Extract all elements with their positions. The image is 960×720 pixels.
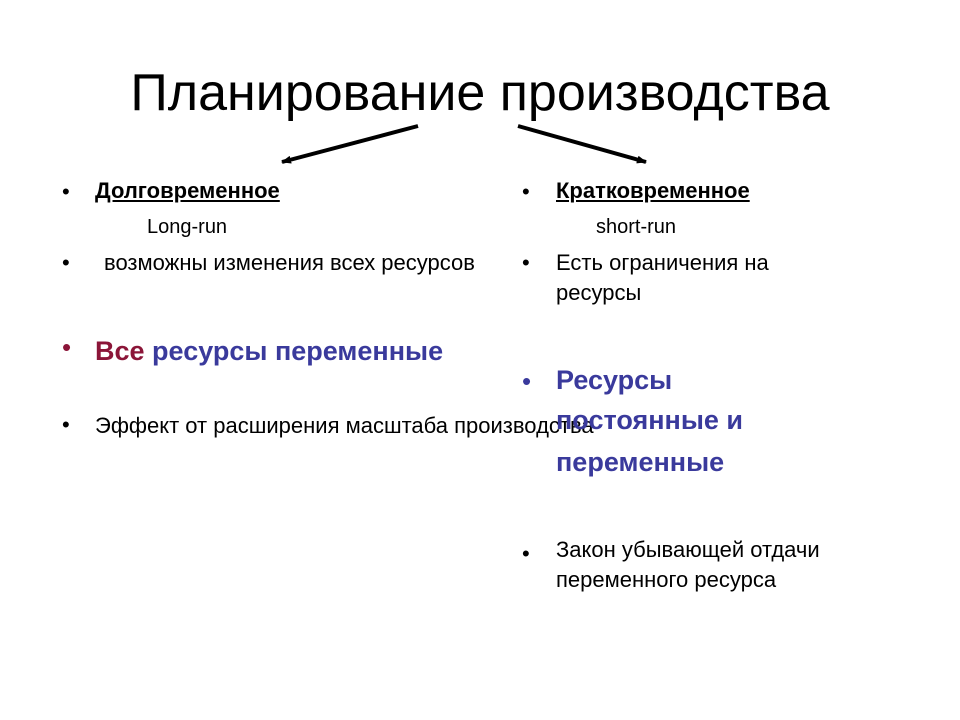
left-subheading: Long-run xyxy=(147,216,228,238)
bullet-icon: • xyxy=(62,250,70,275)
right-item-1-line-1: Есть ограничения на xyxy=(556,250,769,275)
bullet-icon: • xyxy=(62,332,72,362)
right-subheading: short-run xyxy=(596,216,677,238)
bullet-icon: • xyxy=(522,541,530,566)
right-item-3-line-2: переменного ресурса xyxy=(556,567,777,592)
left-item-1: возможны изменения всех ресурсов xyxy=(104,250,475,275)
bullet-icon: • xyxy=(522,366,532,396)
right-arrow xyxy=(518,126,646,162)
bullet-icon: • xyxy=(62,179,70,204)
right-heading: Кратковременное xyxy=(556,178,750,203)
right-item-3-line-1: Закон убывающей отдачи xyxy=(556,537,820,562)
left-item-3: Эффект от расширения масштаба производства xyxy=(95,413,594,438)
right-item-2-line-3: переменные xyxy=(556,447,725,477)
left-item-2-rest: ресурсы переменные xyxy=(152,336,444,366)
left-item-2-all: Все xyxy=(95,336,145,366)
bullet-icon: • xyxy=(522,250,530,275)
bullet-icon: • xyxy=(522,179,530,204)
left-heading: Долговременное xyxy=(95,178,280,203)
right-item-1-line-2: ресурсы xyxy=(556,280,642,305)
left-item-2 xyxy=(95,331,443,371)
slide-title: Планирование производства xyxy=(130,64,830,122)
left-arrow xyxy=(282,126,418,162)
right-item-2-line-1: Ресурсы xyxy=(556,365,673,395)
bullet-icon: • xyxy=(62,412,70,437)
right-item-2-line-2: постоянные и xyxy=(556,405,744,435)
